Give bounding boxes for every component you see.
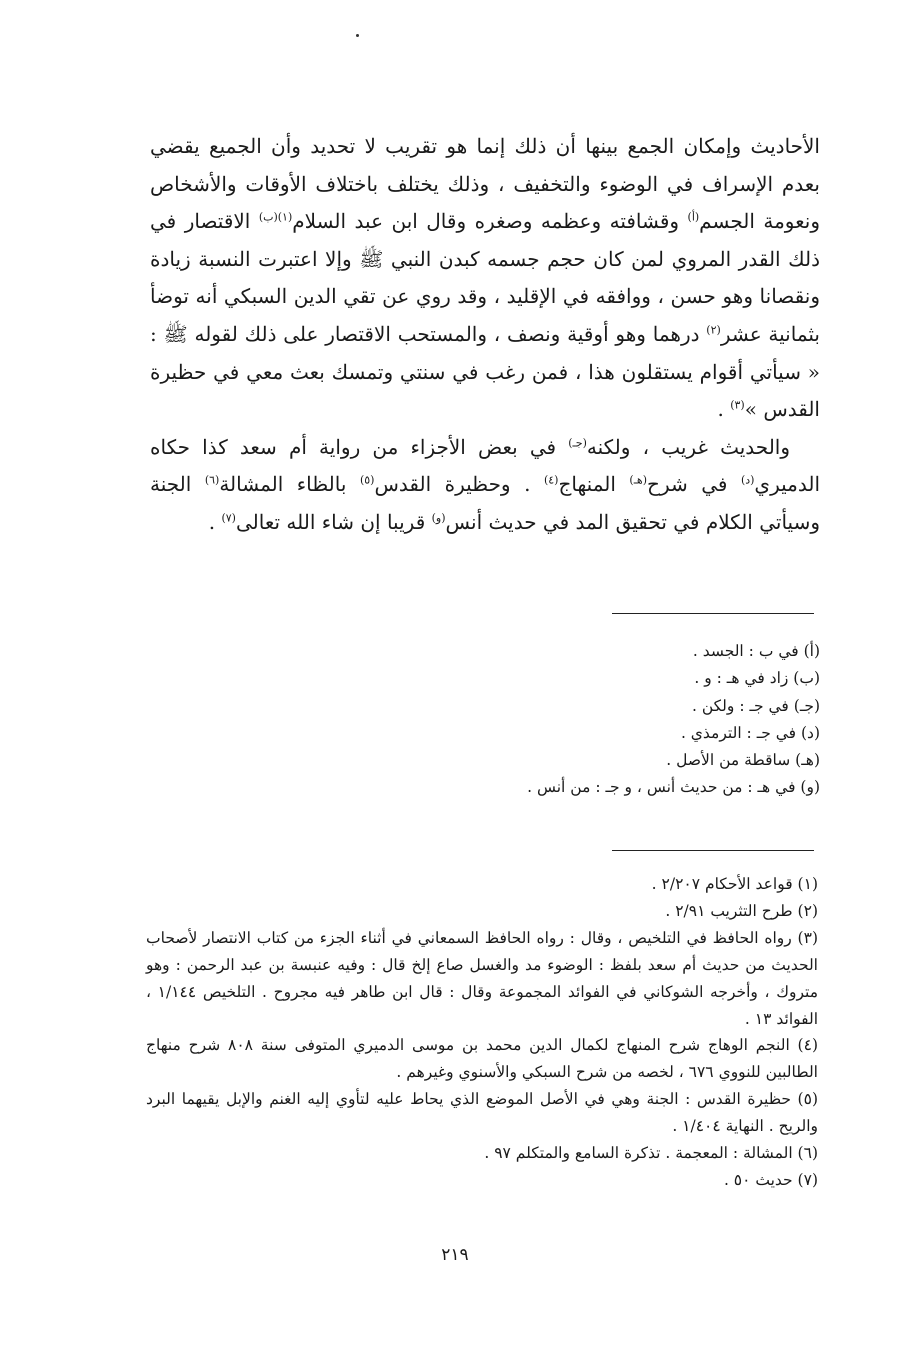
variant-note: (أ) في ب : الجسد . — [692, 642, 820, 660]
footnote: (٥) حظيرة القدس : الجنة وهي في الأصل الموضع الذي يحاط عليه لتأوي إليه الغنم والإبل يقيهما البرد والريح . النهاية ١/٤٠٤ . — [146, 1090, 818, 1136]
note-marker: (هـ) — [629, 473, 648, 487]
variant-note: (د) في جـ : الترمذي . — [680, 723, 820, 742]
note-marker: (٧) — [221, 511, 236, 525]
variant-notes — [150, 638, 820, 802]
footnote: (١) قواعد الأحكام ٢/٢٠٧ . — [651, 875, 818, 893]
variant-note: (ب) زاد في هـ : و . — [694, 669, 820, 688]
footnote: (٦) المشالة : المعجمة . تذكرة السامع والمتكلم ٩٧ . — [484, 1144, 818, 1163]
scan-speck — [356, 34, 359, 37]
note-marker: (و) — [431, 511, 446, 525]
footnote: (٤) النجم الوهاج شرح المنهاج لكمال الدين محمد بن موسى الدميري المتوفى سنة ٨٠٨ شرح منهاج الطالبين للنووي ٦٧٦ ، لخصه من شرح السبكي والأسنوي وغيرهم . — [146, 1036, 818, 1082]
note-marker: (د) — [740, 473, 755, 487]
footnotes-divider — [612, 850, 814, 851]
variant-note: (هـ) ساقطة من الأصل . — [666, 751, 820, 770]
note-marker: (٢) — [706, 323, 721, 337]
note-marker: (٣) — [730, 398, 745, 412]
footnote: (٢) طرح التثريب ٢/٩١ . — [665, 901, 818, 920]
paragraph-2: والحديث غريب ، ولكنه$^{(جـ)}$ في بعض الأجزاء من رواية أم سعد كذا حكاه الدميري$^{(د)}$ في شرح$^{(هـ)}$ المنهاج$^{(٤)}$ . وحظيرة القدس$^{(٥)}$ بالظاء المشالة$^{(٦)}$ الجنة وسيأتي الكلام في تحقيق المد في حديث أنس$^{(و)}$ قريبا إن شاء الله تعالى$^{(٧)}$ . — [150, 434, 821, 534]
footnote: (٧) حديث ٥٠ . — [723, 1170, 818, 1189]
note-marker: (٥) — [359, 473, 375, 487]
note-marker: (جـ) — [568, 436, 587, 450]
variant-notes-divider — [612, 613, 814, 614]
variant-note: (و) في هـ : من حديث أنس ، و جـ : من أنس . — [527, 778, 820, 797]
note-marker: (٤) — [543, 473, 559, 487]
footnote: (٣) رواه الحافظ في التلخيص ، وقال : رواه الحافظ السمعاني في أثناء الجزء من كتاب الانتصار لأصحاب الحديث من حديث أم سعد بلفظ : الوضوء مد والغسل صاع إلخ قال : وفيه عنبسة بن عبد الرحمن : وهو متروك ، وأخرجه الشوكاني في الفوائد المجموعة وقال : قال ابن طاهر فيه مجروح . التلخيص ١/١٤٤ ، الفوائد ١٣ . — [146, 928, 818, 1028]
note-marker: (٦) — [204, 473, 220, 487]
page-number: ٢١٩ — [441, 1245, 469, 1265]
variant-note: (جـ) في جـ : ولكن . — [691, 696, 820, 715]
paragraph-1: الأحاديث وإمكان الجمع بينها أن ذلك إنما هو تقريب لا تحديد وأن الجميع يقضي بعدم الإسراف في الوضوء والتخفيف ، وذلك يختلف باختلاف الأوقات والأشخاص ونعومة الجسم$^{(أ)}$ وقشافته وعظمه وصغره وقال ابن عبد السلام$^{(١)(ب)}$ الاقتصار في ذلك القدر المروي لمن كان حجم جسمه كبدن النبي ﷺ وإلا اعتبرت النسبة زيادة ونقصانا وهو حسن ، ووافقه في الإقليد ، وقد روي عن تقي الدين السبكي أنه توضأ بثمانية عشر$^{(٢)}$ درهما وهو أوقية ونصف ، والمستحب الاقتصار على ذلك لقوله ﷺ : « سيأتي أقوام يستقلون هذا ، فمن رغب في سنتي وتمسك بعث معي في حظيرة القدس »$^{(٣)}$ . — [150, 134, 820, 422]
footnotes — [146, 871, 818, 1194]
note-marker: (١)(ب) — [258, 210, 293, 224]
main-text — [150, 128, 820, 542]
note-marker: (أ) — [687, 210, 700, 224]
